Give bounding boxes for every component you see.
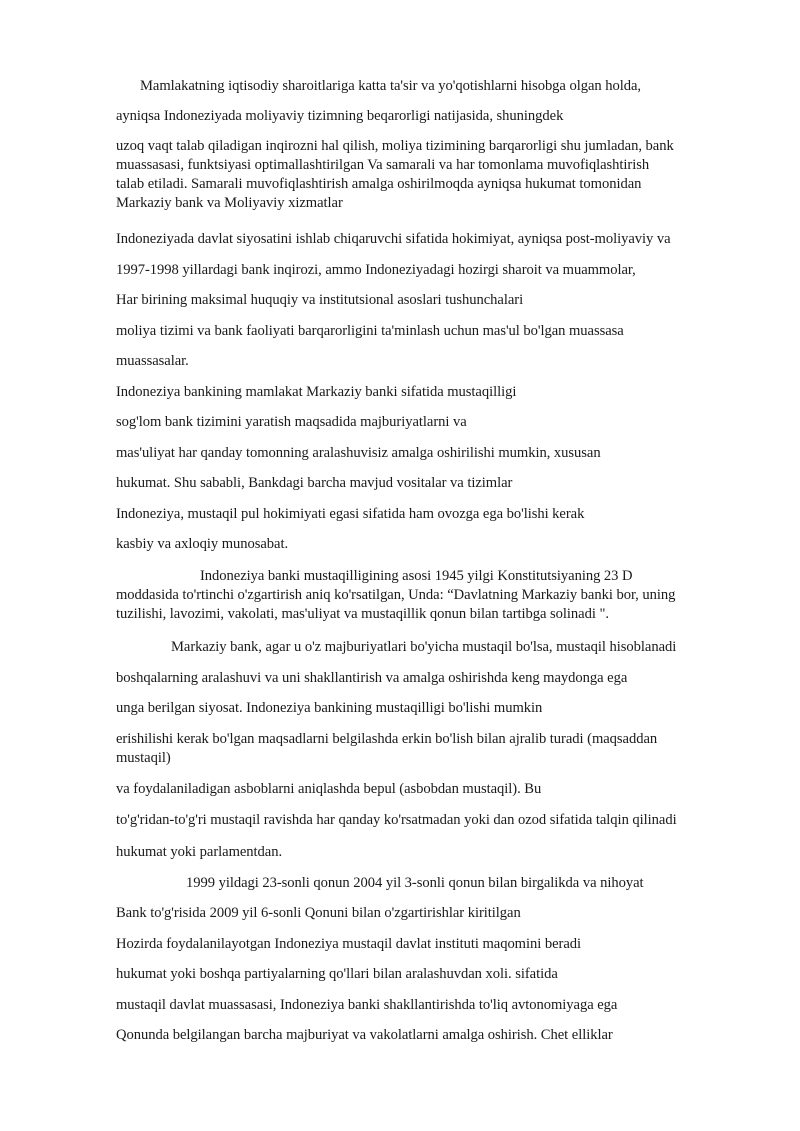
text-line: Qonunda belgilangan barcha majburiyat va vakolatlarni amalga oshirish. Chet elliklar xyxy=(116,1027,613,1043)
text-line: Markaziy bank, agar u o'z majburiyatlari bo'yicha mustaqil bo'lsa, mustaqil hisoblanadi xyxy=(171,639,677,655)
text-line: uzoq vaqt talab qiladigan inqirozni hal qilish, moliya tizimining barqarorligi shu jumladan, bank xyxy=(116,138,674,154)
text-line: mas'uliyat har qanday tomonning aralashuvisiz amalga oshirilishi mumkin, xususan xyxy=(116,445,601,461)
text-line: ayniqsa Indoneziyada moliyaviy tizimning beqarorligi natijasida, shuningdek xyxy=(116,108,564,124)
text-line: kasbiy va axloqiy munosabat. xyxy=(116,536,289,552)
text-line: hukumat yoki parlamentdan. xyxy=(116,844,283,860)
text-line: 1997-1998 yillardagi bank inqirozi, ammo Indoneziyadagi hozirgi sharoit va muammolar, xyxy=(116,262,636,278)
text-line: unga berilgan siyosat. Indoneziya bankining mustaqilligi bo'lishi mumkin xyxy=(116,700,543,716)
text-line: mustaqil davlat muassasasi, Indoneziya banki shakllantirishda to'liq avtonomiyaga ega xyxy=(116,997,618,1013)
text-line: to'g'ridan-to'g'ri mustaqil ravishda har qanday ko'rsatmadan yoki dan ozod sifatida talqin qilinadi xyxy=(116,812,677,828)
text-line: muassasalar. xyxy=(116,353,189,369)
text-line: talab etiladi. Samarali muvofiqlashtirish amalga oshirilmoqda ayniqsa hukumat tomonidan xyxy=(116,176,642,192)
text-line: Indoneziya banki mustaqilligining asosi 1945 yilgi Konstitutsiyaning 23 D xyxy=(200,568,633,584)
text-line: sog'lom bank tizimini yaratish maqsadida majburiyatlarni va xyxy=(116,414,467,430)
text-line: moliya tizimi va bank faoliyati barqarorligini ta'minlash uchun mas'ul bo'lgan muassasa xyxy=(116,323,624,339)
text-line: boshqalarning aralashuvi va uni shakllantirish va amalga oshirishda keng maydonga ega xyxy=(116,670,628,686)
text-line: va foydalaniladigan asboblarni aniqlashda bepul (asbobdan mustaqil). Bu xyxy=(116,781,542,797)
text-line: Indoneziya bankining mamlakat Markaziy banki sifatida mustaqilligi xyxy=(116,384,517,400)
text-line: tuzilishi, lavozimi, vakolati, mas'uliyat va mustaqillik qonun bilan tartibga solinadi ". xyxy=(116,606,609,622)
text-line: mustaqil) xyxy=(116,750,171,766)
text-line: moddasida to'rtinchi o'zgartirish aniq ko'rsatilgan, Unda: “Davlatning Markaziy banki bor, uning xyxy=(116,587,676,603)
text-line: Mamlakatning iqtisodiy sharoitlariga katta ta'sir va yo'qotishlarni hisobga olgan holda, xyxy=(140,78,642,94)
text-line: Indoneziya, mustaqil pul hokimiyati egasi sifatida ham ovozga ega bo'lishi kerak xyxy=(116,506,585,522)
text-line: Har birining maksimal huquqiy va institutsional asoslari tushunchalari xyxy=(116,292,524,308)
text-line: muassasasi, funktsiyasi optimallashtirilgan Va samarali va har tomonlama muvofiqlashtirish xyxy=(116,157,650,173)
text-line: hukumat yoki boshqa partiyalarning qo'llari bilan aralashuvdan xoli. sifatida xyxy=(116,966,558,982)
text-line: 1999 yildagi 23-sonli qonun 2004 yil 3-sonli qonun bilan birgalikda va nihoyat xyxy=(186,875,644,891)
text-line: Indoneziyada davlat siyosatini ishlab chiqaruvchi sifatida hokimiyat, ayniqsa post-moliyaviy va xyxy=(116,231,671,247)
text-line: Bank to'g'risida 2009 yil 6-sonli Qonuni bilan o'zgartirishlar kiritilgan xyxy=(116,905,521,921)
text-line: hukumat. Shu sababli, Bankdagi barcha mavjud vositalar va tizimlar xyxy=(116,475,513,491)
text-line: Hozirda foydalanilayotgan Indoneziya mustaqil davlat instituti maqomini beradi xyxy=(116,936,582,952)
text-line: Markaziy bank va Moliyaviy xizmatlar xyxy=(116,195,343,211)
text-line: erishilishi kerak bo'lgan maqsadlarni belgilashda erkin bo'lish bilan ajralib turadi (maqsaddan xyxy=(116,731,658,747)
